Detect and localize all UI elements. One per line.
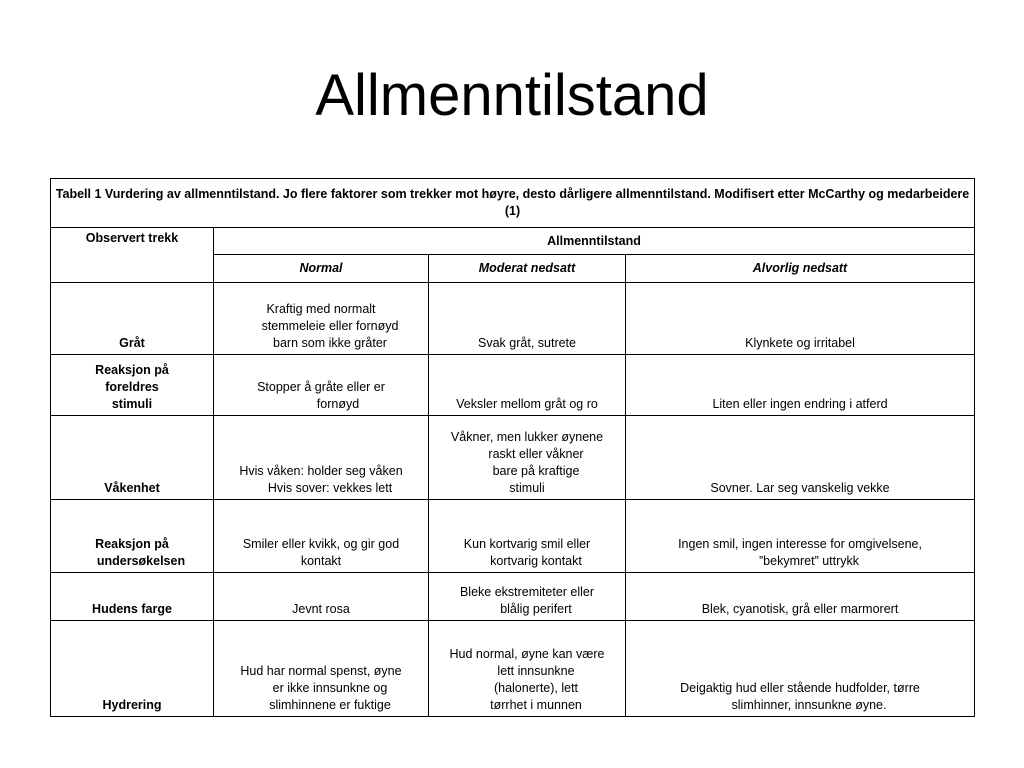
cell-normal: Smiler eller kvikk, og gir god kontakt [214,500,429,573]
cell-moderate: Bleke ekstremiteter eller blålig perifert [429,573,626,621]
cell-normal: Stopper å gråte eller er fornøyd [214,355,429,416]
cell-severe: Deigaktig hud eller stående hudfolder, tørre slimhinner, innsunkne øyne. [626,621,975,717]
slide-title: Allmenntilstand [315,63,709,128]
cell-normal: Kraftig med normalt stemmeleie eller fornøyd barn som ikke gråter [214,283,429,355]
table-row [51,283,975,355]
row-label-hydration: Hydrering [51,621,214,717]
row-label-examination-reaction: Reaksjon på undersøkelsen [51,500,214,573]
column-header-severe: Alvorlig nedsatt [626,255,975,283]
cell-moderate: Svak gråt, sutrete [429,283,626,355]
cell-moderate: Hud normal, øyne kan være lett innsunkne (halonerte), lett tørrhet i munnen [429,621,626,717]
table-caption: Tabell 1 Vurdering av allmenntilstand. Jo flere faktorer som trekker mot høyre, desto dårligere allmenntilstand. Modifisert etter McCarthy og medarbeidere (1) [51,179,975,228]
column-header-normal: Normal [214,255,429,283]
cell-moderate: Våkner, men lukker øynene raskt eller våkner bare på kraftige stimuli [429,416,626,500]
cell-severe: Sovner. Lar seg vanskelig vekke [626,416,975,500]
cell-normal: Hvis våken: holder seg våken Hvis sover: vekkes lett [214,416,429,500]
cell-severe: Ingen smil, ingen interesse for omgivelsene, ”bekymret” uttrykk [626,500,975,573]
cell-severe: Klynkete og irritabel [626,283,975,355]
table-row [51,416,975,500]
table-row [51,355,975,416]
table-row [51,573,975,621]
cell-normal: Hud har normal spenst, øyne er ikke innsunkne og slimhinnene er fuktige [214,621,429,717]
row-label-alertness: Våkenhet [51,416,214,500]
cell-severe: Liten eller ingen endring i atferd [626,355,975,416]
cell-normal: Jevnt rosa [214,573,429,621]
header-observed-trait: Observert trekk [51,228,214,283]
cell-moderate: Veksler mellom gråt og ro [429,355,626,416]
column-header-moderate: Moderat nedsatt [429,255,626,283]
table-row [51,621,975,717]
table-row [51,500,975,573]
assessment-table [50,178,975,717]
cell-moderate: Kun kortvarig smil eller kortvarig kontakt [429,500,626,573]
row-label-parent-stimuli: Reaksjon på foreldres stimuli [51,355,214,416]
header-general-condition: Allmenntilstand [214,228,975,255]
row-label-crying: Gråt [51,283,214,355]
cell-severe: Blek, cyanotisk, grå eller marmorert [626,573,975,621]
row-label-skin-color: Hudens farge [51,573,214,621]
